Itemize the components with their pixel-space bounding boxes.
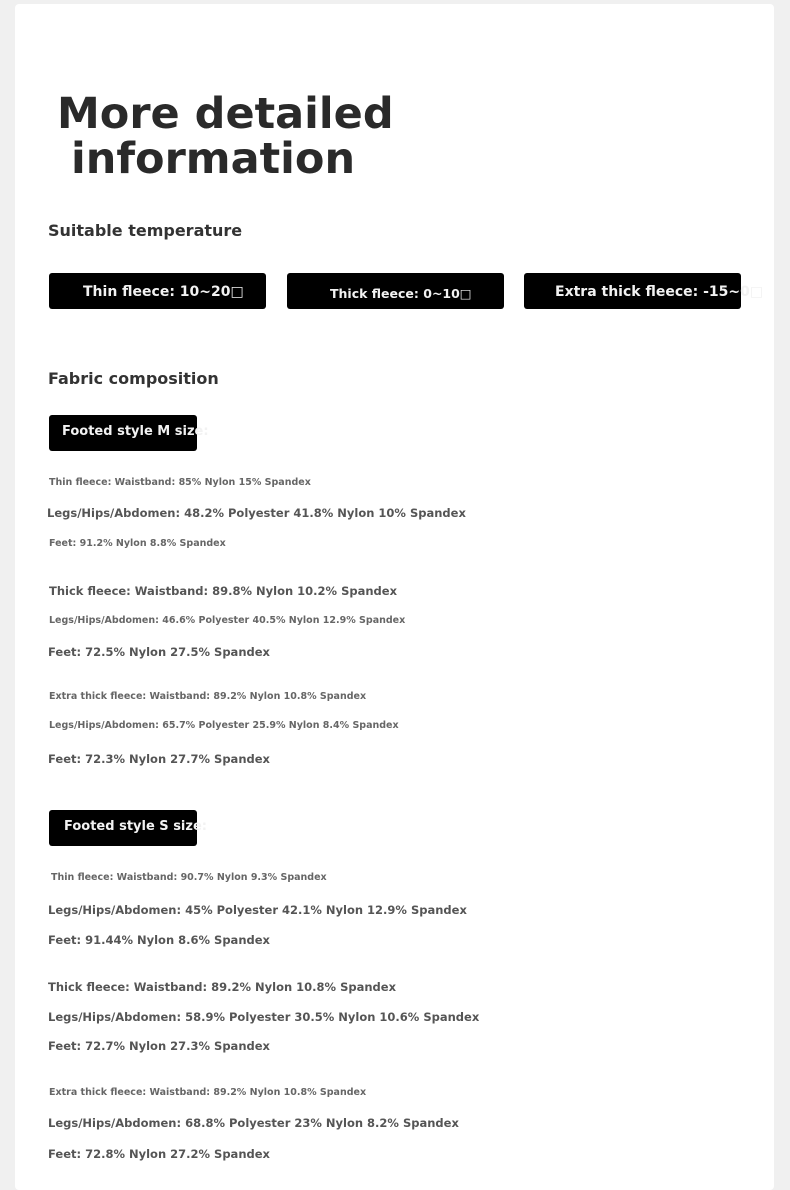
s-thin-feet: Feet: 91.44% Nylon 8.6% Spandex [48,933,270,947]
m-extra-waistband: Extra thick fleece: Waistband: 89.2% Nylon 10.8% Spandex [49,691,367,702]
s-extra-legs: Legs/Hips/Abdomen: 68.8% Polyester 23% Nylon 8.2% Spandex [48,1116,459,1130]
temperature-extra-thick-label: Extra thick fleece: -15~0□ [555,284,764,300]
page-title [57,89,394,184]
temperature-extra-thick-fleece [524,273,764,309]
temperature-thick-fleece [287,273,504,309]
m-extra-legs: Legs/Hips/Abdomen: 65.7% Polyester 25.9% Nylon 8.4% Spandex [49,720,399,731]
m-thick-legs: Legs/Hips/Abdomen: 46.6% Polyester 40.5% Nylon 12.9% Spandex [49,615,406,626]
page-title-line-2: information [71,134,356,184]
s-size-label: Footed style S size: [64,819,207,834]
s-thin-legs: Legs/Hips/Abdomen: 45% Polyester 42.1% Nylon 12.9% Spandex [48,903,467,917]
m-thick-waistband: Thick fleece: Waistband: 89.8% Nylon 10.2% Spandex [49,584,397,598]
m-size-badge [49,415,209,451]
temperature-thin-label: Thin fleece: 10~20□ [83,284,244,300]
s-thick-feet: Feet: 72.7% Nylon 27.3% Spandex [48,1039,270,1053]
s-thick-legs: Legs/Hips/Abdomen: 58.9% Polyester 30.5% Nylon 10.6% Spandex [48,1010,480,1024]
page-title-line-1: More detailed [57,89,394,139]
s-extra-feet: Feet: 72.8% Nylon 27.2% Spandex [48,1147,270,1161]
s-thin-waistband: Thin fleece: Waistband: 90.7% Nylon 9.3% Spandex [51,872,327,883]
s-size-badge [49,810,207,846]
temperature-thick-label: Thick fleece: 0~10□ [330,286,472,301]
m-extra-feet: Feet: 72.3% Nylon 27.7% Spandex [48,752,270,766]
s-extra-waistband: Extra thick fleece: Waistband: 89.2% Nylon 10.8% Spandex [49,1087,367,1098]
m-size-label: Footed style M size: [62,424,209,439]
m-thin-waistband: Thin fleece: Waistband: 85% Nylon 15% Spandex [49,477,311,488]
m-thin-feet: Feet: 91.2% Nylon 8.8% Spandex [49,538,226,549]
s-thick-waistband: Thick fleece: Waistband: 89.2% Nylon 10.8% Spandex [48,980,396,994]
temperature-thin-fleece [49,273,266,309]
fabric-heading: Fabric composition [48,369,219,388]
m-thin-legs: Legs/Hips/Abdomen: 48.2% Polyester 41.8% Nylon 10% Spandex [47,506,466,520]
m-thick-feet: Feet: 72.5% Nylon 27.5% Spandex [48,645,270,659]
temperature-heading: Suitable temperature [48,221,243,240]
